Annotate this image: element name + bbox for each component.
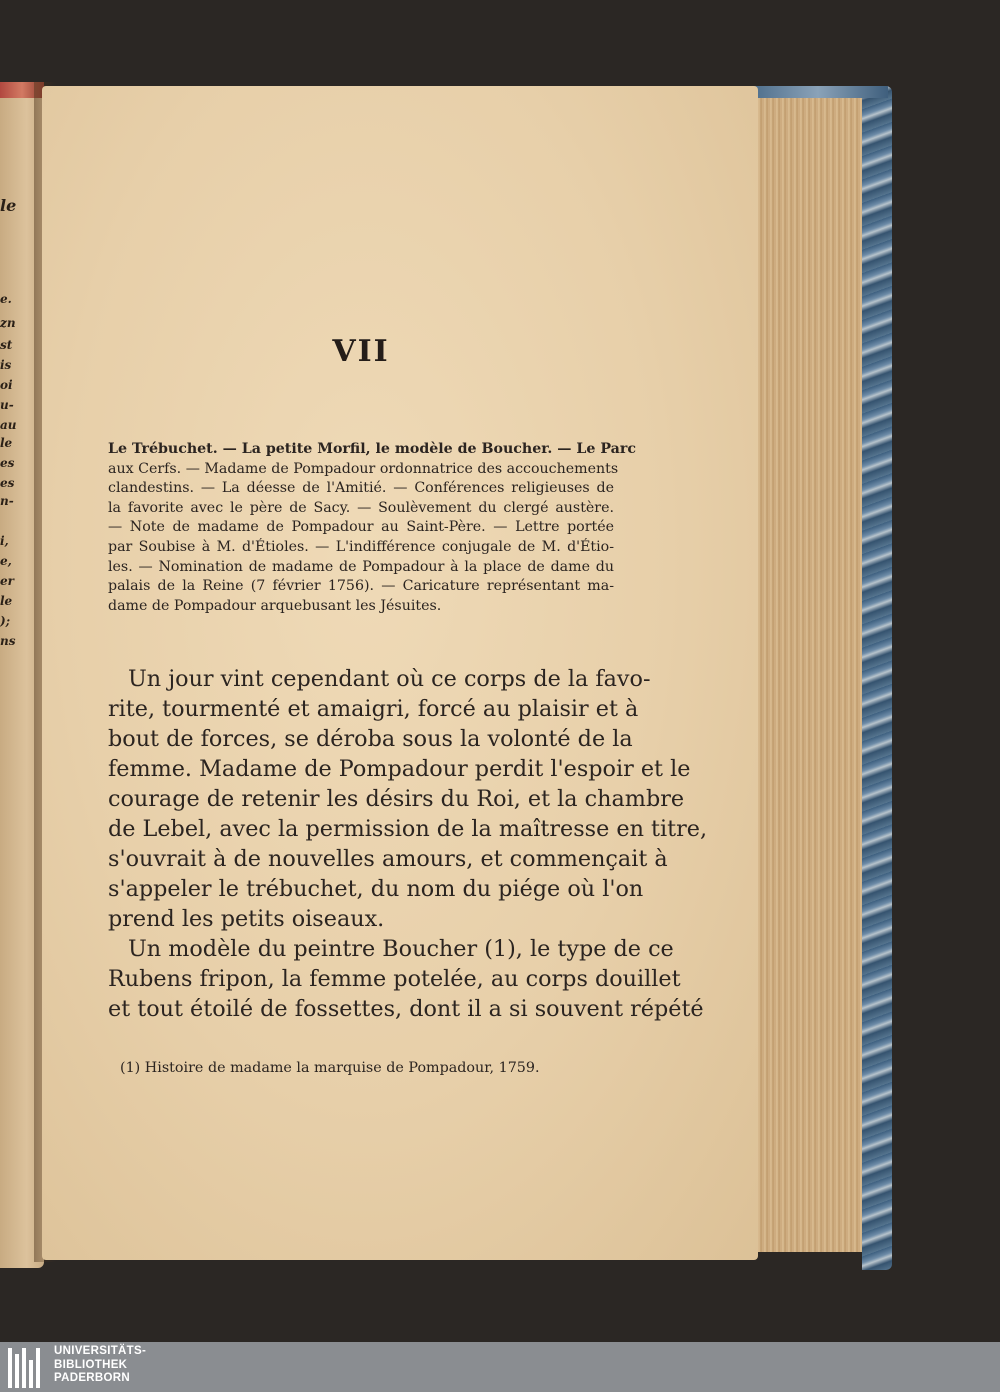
marbled-cover-top (748, 86, 888, 98)
fragment: le (0, 594, 13, 608)
fragment: n- (0, 494, 14, 508)
chapter-summary (108, 440, 636, 616)
summary-line: les. — Nomination de madame de Pompadour à la place de dame du (108, 558, 614, 575)
body-line: de Lebel, avec la permission de la maîtresse en titre, (108, 816, 708, 842)
body-line: Rubens fripon, la femme potelée, au corps douillet (108, 966, 681, 992)
body-line: femme. Madame de Pompadour perdit l'espoir et le (108, 756, 691, 782)
summary-line: par Soubise à M. d'Étioles. — L'indifférence conjugale de M. d'Étio- (108, 538, 614, 555)
fragment: le (0, 196, 17, 215)
chapter-number: VII (332, 334, 390, 369)
summary-line: clandestins. — La déesse de l'Amitié. — Conférences religieuses de (108, 480, 614, 497)
fragment: le (0, 436, 13, 450)
body-line: s'appeler le trébuchet, du nom du piége où l'on (108, 876, 644, 902)
body-line: s'ouvrait à de nouvelles amours, et commençait à (108, 846, 668, 872)
marbled-cover (862, 86, 892, 1270)
fragment: ); (0, 614, 11, 628)
summary-line: palais de la Reine (7 février 1756). — Caricature représentant ma- (108, 578, 614, 595)
summary-line: la favorite avec le père de Sacy. — Soulèvement du clergé austère. (108, 499, 614, 516)
fragment: st (0, 338, 13, 352)
library-footer (0, 1342, 1000, 1392)
body-line: Un modèle du peintre Boucher (1), le type de ce (128, 936, 674, 962)
summary-line: — Note de madame de Pompadour au Saint-Père. — Lettre portée (108, 519, 614, 536)
fragment: er (0, 574, 14, 588)
footnote: (1) Histoire de madame la marquise de Pompadour, 1759. (120, 1060, 540, 1076)
library-name-line: BIBLIOTHEK (54, 1358, 128, 1371)
summary-line: Le Trébuchet. — La petite Morfil, le modèle de Boucher. — Le Parc (108, 441, 636, 457)
body-line: bout de forces, se déroba sous la volonté de la (108, 726, 633, 752)
body-line: rite, tourmenté et amaigri, forcé au plaisir et à (108, 696, 639, 722)
page-block-edge (745, 92, 870, 1252)
summary-line: aux Cerfs. — Madame de Pompadour ordonnatrice des accouchements (108, 460, 619, 477)
body-line: courage de retenir les désirs du Roi, et la chambre (108, 786, 685, 812)
fragment: oi (0, 378, 13, 392)
library-name-line: UNIVERSITÄTS- (54, 1345, 147, 1357)
fragment: is (0, 358, 12, 372)
library-name-line: PADERBORN (54, 1372, 130, 1384)
fragment: zn (0, 316, 16, 330)
fragment: es (0, 476, 15, 490)
body-line: Un jour vint cependant où ce corps de la favo- (128, 666, 651, 692)
fragment: e. (0, 292, 12, 306)
fragment: i, (0, 534, 9, 548)
fragment: e, (0, 554, 12, 568)
fragment: au (0, 418, 17, 432)
fragment: ns (0, 634, 16, 648)
body-line: prend les petits oiseaux. (108, 906, 385, 932)
library-logo-icon (8, 1348, 48, 1388)
body-text (108, 664, 708, 1024)
fragment: es (0, 456, 15, 470)
summary-line: dame de Pompadour arquebusant les Jésuites. (108, 597, 442, 614)
library-name (54, 1345, 146, 1386)
fragment: u- (0, 398, 14, 412)
body-line: et tout étoilé de fossettes, dont il a si souvent répété (108, 996, 704, 1022)
